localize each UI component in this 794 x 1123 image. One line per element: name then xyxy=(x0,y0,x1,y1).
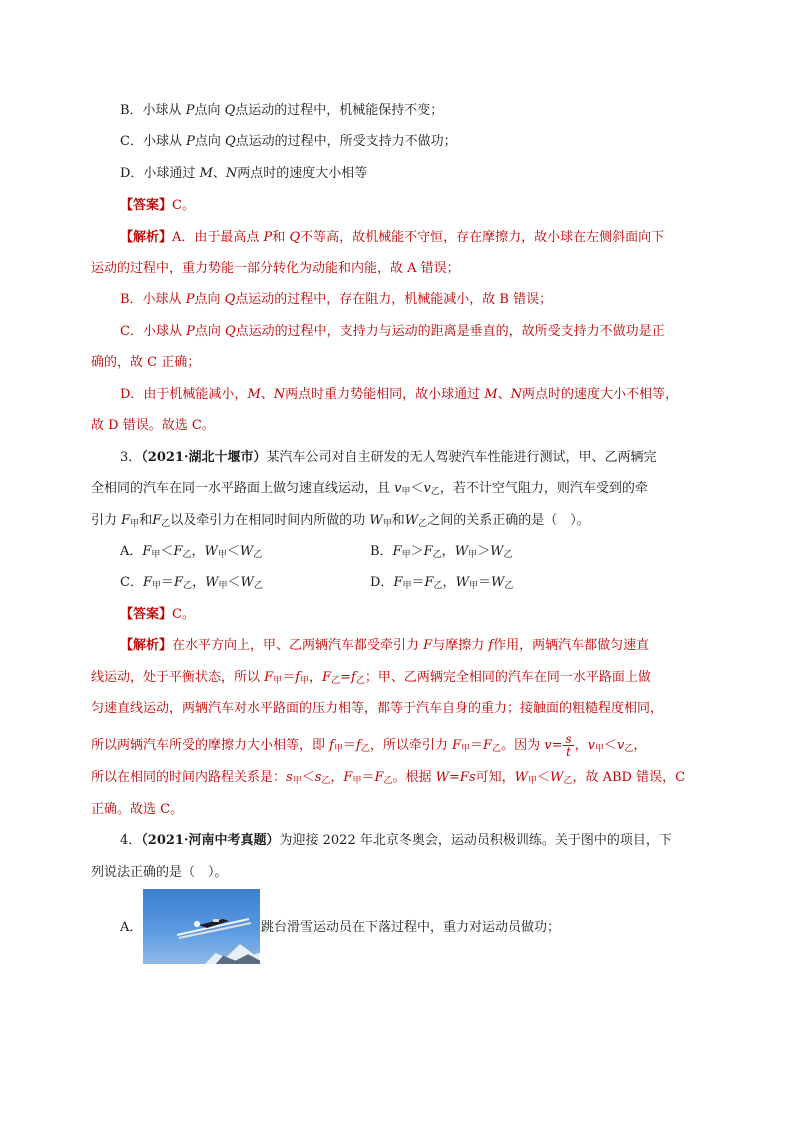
velocity-fraction: $\frac{s}{t}$ xyxy=(565,732,572,759)
q2-analysis-line-6: D．由于机械能减小，M、N两点时重力势能相同，故小球通过 M、N两点时的速度大小不相等， xyxy=(120,387,678,402)
q3-answer: 【答案】C。 xyxy=(120,607,195,622)
q3-stem-line-3: 引力 $F_甲$和$F_乙$以及牵引力在相同时间内所做的功 $W_甲$和$W_乙$之间的关系正确的是（ ）。 xyxy=(91,513,590,529)
q2-analysis-line-2: 运动的过程中，重力势能一部分转化为动能和内能，故 A 错误； xyxy=(91,261,460,276)
q3-analysis-line-1: 【解析】在水平方向上，甲、乙两辆汽车都受牵引力 F与摩擦力 f作用，两辆汽车都做匀速直 xyxy=(120,638,650,653)
q2-answer: 【答案】C。 xyxy=(120,198,195,213)
q2-option-d: D．小球通过 M、N两点时的速度大小相等 xyxy=(120,166,368,181)
q3-option-c: C．$F_甲=F_乙$，$W_甲<W_乙$ xyxy=(120,575,263,591)
q2-option-b: B．小球从 P点向 Q点运动的过程中，机械能保持不变； xyxy=(120,103,444,118)
ski-jumper-icon xyxy=(173,911,253,941)
q4-stem-line-1: 4．（2021·河南中考真题）为迎接 2022 年北京冬奥会，运动员积极训练。关于图中的项目，下 xyxy=(120,833,672,848)
q4-option-a-label: A． xyxy=(120,920,143,935)
q2-analysis-line-7: 故 D 错误。故选 C。 xyxy=(91,418,215,433)
q3-stem-line-2: 全相同的汽车在同一水平路面上做匀速直线运动，且 $v_甲<v_乙$，若不计空气阻力，则汽车受到的牵 xyxy=(91,481,648,497)
q2-analysis-line-3: B．小球从 P点向 Q点运动的过程中，存在阻力，机械能减小，故 B 错误； xyxy=(120,292,553,307)
q2-option-c: C．小球从 P点向 Q点运动的过程中，所受支持力不做功； xyxy=(120,134,457,149)
q3-stem-line-1: 3．（2021·湖北十堰市）某汽车公司对自主研发的无人驾驶汽车性能进行测试，甲、乙两辆完 xyxy=(120,450,657,465)
q3-option-a: A．$F_甲<F_乙$，$W_甲<W_乙$ xyxy=(120,544,263,560)
ski-jump-photo xyxy=(143,889,260,964)
q3-option-d: D．$F_甲=F_乙$，$W_甲=W_乙$ xyxy=(370,575,514,591)
q4-option-a-text: 跳台滑雪运动员在下落过程中，重力对运动员做功； xyxy=(261,920,561,935)
q4-stem-line-2: 列说法正确的是（ ）。 xyxy=(91,865,228,880)
q3-analysis-line-3: 匀速直线运动，两辆汽车对水平路面的压力相等，都等于汽车自身的重力；接触面的粗糙程度相同， xyxy=(91,701,664,716)
q3-analysis-line-6: 正确。故选 C。 xyxy=(91,802,184,817)
q2-analysis-line-1: 【解析】A．由于最高点 P和 Q不等高，故机械能不守恒，存在摩擦力，故小球在左侧斜面向下 xyxy=(120,230,665,245)
q2-analysis-line-5: 确的，故 C 正确； xyxy=(91,355,201,370)
q3-option-b: B．$F_甲>F_乙$，$W_甲>W_乙$ xyxy=(370,544,513,560)
q3-analysis-line-2: 线运动，处于平衡状态，所以 $F_甲=f_甲$，$F_乙=f_乙$；甲、乙两辆完全相同的汽车在同一水平路面上做 xyxy=(91,670,651,686)
q3-analysis-line-4: 所以两辆汽车所受的摩擦力大小相等，即 $f_甲=f_乙$，所以牵引力 $F_甲=F_乙$。因为 v= $\frac{s}{t}$ ，$v_甲<v_乙$， xyxy=(91,732,647,759)
q3-analysis-line-5: 所以在相同的时间内路程关系是：$s_甲<s_乙$，$F_甲=F_乙$。根据 W=Fs可知，$W_甲<W_乙$，故 ABD 错误，C xyxy=(91,770,686,786)
q2-analysis-line-4: C．小球从 P点向 Q点运动的过程中，支持力与运动的距离是垂直的，故所受支持力不做功是正 xyxy=(120,324,665,339)
